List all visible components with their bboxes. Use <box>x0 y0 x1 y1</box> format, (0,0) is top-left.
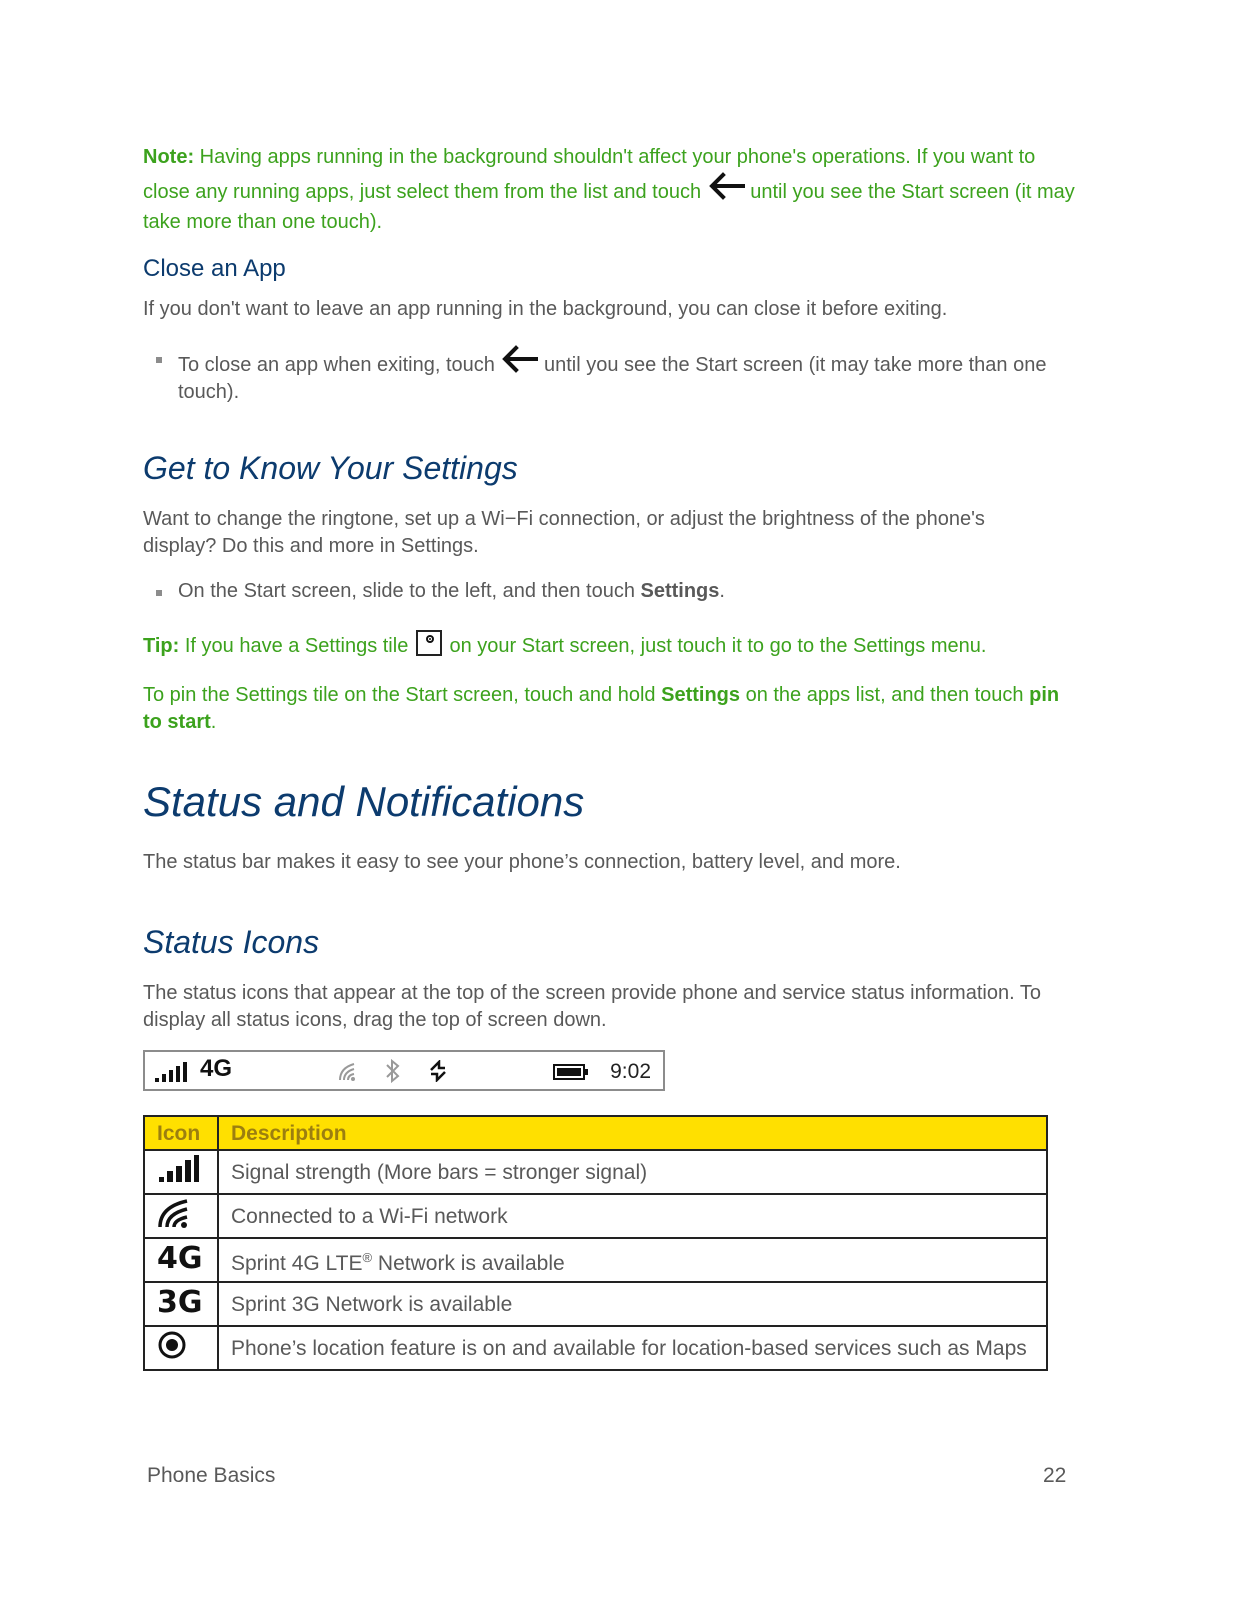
tip-paragraph <box>143 630 1083 660</box>
status-bar-example <box>143 1050 665 1091</box>
signal-strength-icon <box>157 1155 199 1183</box>
table-row <box>144 1238 1047 1282</box>
table-row <box>144 1282 1047 1326</box>
back-arrow-icon <box>707 172 745 200</box>
registered-mark: ® <box>362 1249 373 1265</box>
col-header-description: Description <box>218 1116 1047 1150</box>
status-heading: Status and Notifications <box>143 778 585 825</box>
network-type-label: 4G <box>200 1055 233 1082</box>
desc-text: Sprint 4G LTE <box>231 1251 363 1275</box>
table-row <box>144 1194 1047 1238</box>
tip-text-1: If you have a Settings tile <box>179 635 414 657</box>
pin-text-2: on the apps list, and then touch <box>740 684 1030 706</box>
settings-bullet-bold: Settings <box>640 580 720 602</box>
4g-icon: 4G <box>157 1241 203 1276</box>
status-intro: The status bar makes it easy to see your phone’s connection, battery level, and more. <box>143 851 901 873</box>
note-text-2: until you see the Start screen (it may take more than one touch). <box>143 181 1075 233</box>
desc-text-end: Network is available <box>372 1251 565 1275</box>
col-header-icon: Icon <box>144 1116 218 1150</box>
settings-intro: Want to change the ringtone, set up a Wi−Fi connection, or adjust the brightness of the phone's display? Do this and more in Settings. <box>143 508 985 557</box>
tip-label: Tip: <box>143 635 180 657</box>
note-text-1: Having apps running in the background shouldn't affect your phone's operations. If you want to close any running apps, just select them from the list and touch <box>143 146 1036 203</box>
settings-heading: Get to Know Your Settings <box>143 450 518 486</box>
bullet-marker <box>156 357 162 363</box>
signal-strength-icon <box>155 1062 187 1082</box>
table-cell-description: Phone’s location feature is on and available for location-based services such as Maps <box>218 1326 1047 1370</box>
clock-label: 9:02 <box>610 1060 651 1083</box>
pin-text-1: To pin the Settings tile on the Start screen, touch and hold <box>143 684 662 706</box>
settings-bullet <box>143 578 1063 605</box>
status-icons-intro: The status icons that appear at the top of the screen provide phone and service status information. To display all status icons, drag the top of screen down. <box>143 982 1041 1031</box>
table-row <box>144 1326 1047 1370</box>
page-number: 22 <box>1043 1464 1067 1487</box>
table-row <box>144 1150 1047 1194</box>
status-icons-table <box>143 1115 1048 1371</box>
bullet-marker <box>156 590 162 596</box>
close-app-intro: If you don't want to leave an app running in the background, you can close it before exiting. <box>143 298 948 320</box>
3g-icon: 3G <box>157 1285 203 1320</box>
close-app-bullet-text-1: To close an app when exiting, touch <box>178 354 501 376</box>
note-label: Note: <box>143 146 195 168</box>
back-arrow-icon <box>500 345 538 373</box>
pin-bold-pin-to-start: pin to start <box>143 684 1060 733</box>
table-cell-description: Sprint 3G Network is available <box>218 1282 1047 1326</box>
table-header-row <box>144 1116 1047 1150</box>
bluetooth-icon <box>385 1059 401 1083</box>
pin-bold-settings: Settings <box>661 684 741 706</box>
pin-text-end: . <box>210 711 217 733</box>
close-app-heading: Close an App <box>143 255 286 282</box>
table-cell-description <box>218 1238 1047 1282</box>
pin-paragraph <box>143 682 1083 736</box>
battery-icon <box>553 1064 589 1080</box>
status-icons-heading: Status Icons <box>143 924 320 960</box>
table-cell-description: Connected to a Wi-Fi network <box>218 1194 1047 1238</box>
data-sync-icon <box>427 1060 449 1082</box>
wifi-icon <box>157 1197 193 1229</box>
wifi-icon <box>337 1060 359 1082</box>
footer-section-title: Phone Basics <box>147 1464 276 1487</box>
settings-bullet-text: On the Start screen, slide to the left, and then touch <box>178 580 641 602</box>
close-app-bullet-text-2: until you see the Start screen (it may take more than one touch). <box>178 354 1047 403</box>
settings-tile-icon <box>416 630 442 656</box>
settings-bullet-end: . <box>719 580 725 602</box>
table-cell-description: Signal strength (More bars = stronger signal) <box>218 1150 1047 1194</box>
tip-text-2: on your Start screen, just touch it to go to the Settings menu. <box>443 635 987 657</box>
close-app-bullet <box>143 345 1063 406</box>
location-icon <box>157 1330 187 1360</box>
note-paragraph <box>143 142 1083 237</box>
